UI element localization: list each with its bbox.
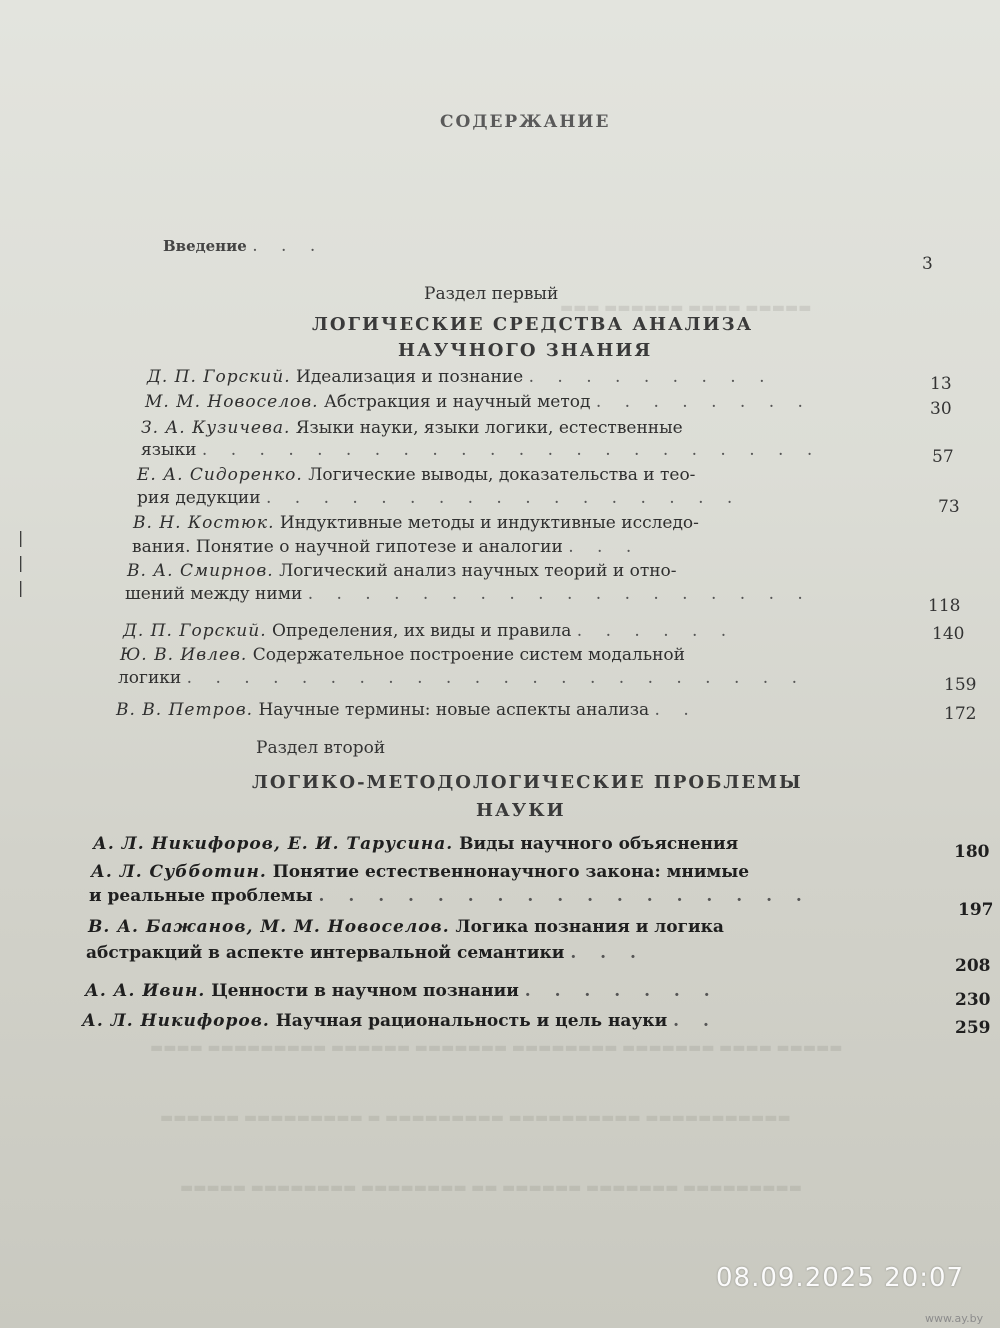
page-number: 118 [928, 596, 961, 616]
entry-title-continued: шений между ними [125, 584, 303, 604]
leader-dots: . . . [252, 236, 325, 256]
entry-title-continued: логики [118, 668, 182, 688]
toc-entry [120, 645, 685, 665]
toc-entry [123, 621, 735, 641]
page-number: 172 [944, 704, 977, 724]
bleed-through-text: ▬▬▬▬ ▬▬▬▬▬▬▬▬▬ ▬▬▬▬▬▬ ▬▬▬▬▬▬▬ ▬▬▬▬▬▬▬▬ ▬▬▬▬▬▬▬ ▬▬▬▬ ▬▬▬▬▬ [150, 1040, 843, 1056]
entry-author: З. А. Кузичева. [141, 418, 291, 438]
bleed-through-text: ▬▬▬▬▬▬ ▬▬▬▬▬▬▬▬▬ ▬ ▬▬▬▬▬▬▬▬▬ ▬▬▬▬▬▬▬▬▬▬ ▬▬▬▬▬▬▬▬▬▬▬ [160, 1110, 791, 1126]
entry-author: А. А. Ивин. [85, 981, 206, 1001]
entry-author: В. В. Петров. [116, 700, 254, 720]
entry-title: Научные термины: новые аспекты анализа [258, 700, 650, 720]
page-number: 230 [955, 990, 991, 1010]
toc-entry [133, 513, 699, 533]
leader-dots: . . . . . . . [524, 981, 719, 1001]
toc-entry [88, 917, 724, 937]
toc-entry [116, 700, 698, 720]
leader-dots: . . [673, 1011, 718, 1031]
entry-author: Ю. В. Ивлев. [120, 645, 248, 665]
bleed-through-text: ▬▬▬▬▬ ▬▬▬▬▬▬▬▬ ▬▬▬▬▬▬▬▬ ▬▬ ▬▬▬▬▬▬ ▬▬▬▬▬▬▬ ▬▬▬▬▬▬▬▬▬ [180, 1180, 802, 1196]
entry-title: Идеализация и познание [296, 367, 524, 387]
section-label: Раздел второй [256, 738, 386, 758]
section-title-line1: ЛОГИКО-МЕТОДОЛОГИЧЕСКИЕ ПРОБЛЕМЫ [252, 772, 803, 793]
bleed-through-text: ▬▬▬ ▬▬▬▬▬▬ ▬▬▬▬ ▬▬▬▬▬ [560, 300, 812, 316]
section-title-line2: НАУКИ [476, 800, 566, 821]
leader-dots: . . . . . . . . . . . . . . . . . . . . . . [201, 440, 822, 460]
leader-dots: . . . [570, 943, 645, 963]
entry-title: Индуктивные методы и индуктивные исследо- [279, 513, 699, 533]
entry-author: Д. П. Горский. [147, 367, 291, 387]
leader-dots: . . . . . . . . . . . . . . . . . [318, 886, 811, 906]
page-number: 73 [938, 497, 960, 517]
entry-author: А. Л. Субботин. [91, 862, 267, 882]
entry-title-continued: и реальные проблемы [89, 886, 313, 906]
section-title-line2: НАУЧНОГО ЗНАНИЯ [398, 340, 653, 361]
entry-title: Логика познания и логика [455, 917, 724, 937]
page-number: 30 [930, 399, 952, 419]
photo-timestamp: 08.09.2025 20:07 [716, 1263, 965, 1293]
toc-intro [163, 236, 324, 256]
toc-entry [93, 834, 738, 854]
toc-entry-continuation [132, 537, 640, 557]
page-number: 259 [955, 1018, 991, 1038]
entry-author: В. А. Смирнов. [127, 561, 274, 581]
page-number: 13 [930, 374, 952, 394]
leader-dots: . . . . . . [576, 621, 736, 641]
entry-title-continued: языки [141, 440, 197, 460]
section-title-line1: ЛОГИЧЕСКИЕ СРЕДСТВА АНАЛИЗА [312, 314, 754, 335]
toc-entry-continuation [89, 886, 811, 906]
margin-marks [18, 525, 23, 600]
entry-title-continued: абстракций в аспекте интервальной семантики [86, 943, 565, 963]
page-number: 140 [932, 624, 965, 644]
entry-author: В. А. Бажанов, М. М. Новоселов. [88, 917, 450, 937]
toc-entry-continuation [118, 668, 806, 688]
toc-entry-continuation [141, 440, 821, 460]
toc-entry [82, 1011, 718, 1031]
entry-author: М. М. Новоселов. [145, 392, 319, 412]
entry-title: Определения, их виды и правила [272, 621, 572, 641]
leader-dots: . . . . . . . . . . . . . . . . . . . . . . [186, 668, 807, 688]
toc-entry [91, 862, 749, 882]
entry-title: Логический анализ научных теорий и отно- [279, 561, 677, 581]
section-label: Раздел первый [424, 284, 559, 304]
margin-mark: | [18, 578, 24, 597]
leader-dots: . . [654, 700, 698, 720]
entry-title-continued: рия дедукции [137, 488, 261, 508]
toc-entry [127, 561, 677, 581]
page-number: 57 [932, 447, 954, 467]
margin-mark: | [18, 528, 24, 547]
toc-entry-continuation [125, 584, 812, 604]
page-title: СОДЕРЖАНИЕ [440, 112, 611, 132]
entry-title-continued: вания. Понятие о научной гипотезе и аналогии [132, 537, 563, 557]
entry-title: Логические выводы, доказательства и тео- [308, 465, 696, 485]
leader-dots: . . . [568, 537, 641, 557]
site-watermark: www.ay.by [925, 1312, 984, 1325]
toc-entry-continuation [137, 488, 741, 508]
leader-dots: . . . . . . . . . . . . . . . . . [265, 488, 742, 508]
toc-entry [141, 418, 683, 438]
entry-author: А. Л. Никифоров. [82, 1011, 270, 1031]
toc-entry [137, 465, 695, 485]
page-number: 208 [955, 956, 991, 976]
page-number: 197 [958, 900, 994, 920]
entry-title: Абстракция и научный метод [323, 392, 591, 412]
entry-author: А. Л. Никифоров, Е. И. Тарусина. [93, 834, 454, 854]
entry-title: Содержательное построение систем модальной [252, 645, 685, 665]
page-number: 159 [944, 675, 977, 695]
entry-author: Д. П. Горский. [123, 621, 267, 641]
page-number: 180 [954, 842, 990, 862]
entry-title: Научная рациональность и цель науки [275, 1011, 668, 1031]
toc-entry [147, 367, 773, 387]
leader-dots: . . . . . . . . [595, 392, 812, 412]
entry-author: В. Н. Костюк. [133, 513, 275, 533]
toc-entry-continuation [86, 943, 645, 963]
entry-title: Ценности в научном познании [211, 981, 519, 1001]
toc-entry [145, 392, 812, 412]
page-number: 3 [922, 254, 933, 274]
entry-title: Понятие естественнонаучного закона: мнимые [272, 862, 750, 882]
intro-label: Введение [163, 237, 247, 255]
toc-entry [85, 981, 719, 1001]
entry-title: Языки науки, языки логики, естественные [295, 418, 683, 438]
entry-title: Виды научного объяснения [459, 834, 739, 854]
entry-author: Е. А. Сидоренко. [137, 465, 303, 485]
leader-dots: . . . . . . . . . . . . . . . . . . [307, 584, 812, 604]
leader-dots: . . . . . . . . . [528, 367, 774, 387]
margin-mark: | [18, 553, 24, 572]
